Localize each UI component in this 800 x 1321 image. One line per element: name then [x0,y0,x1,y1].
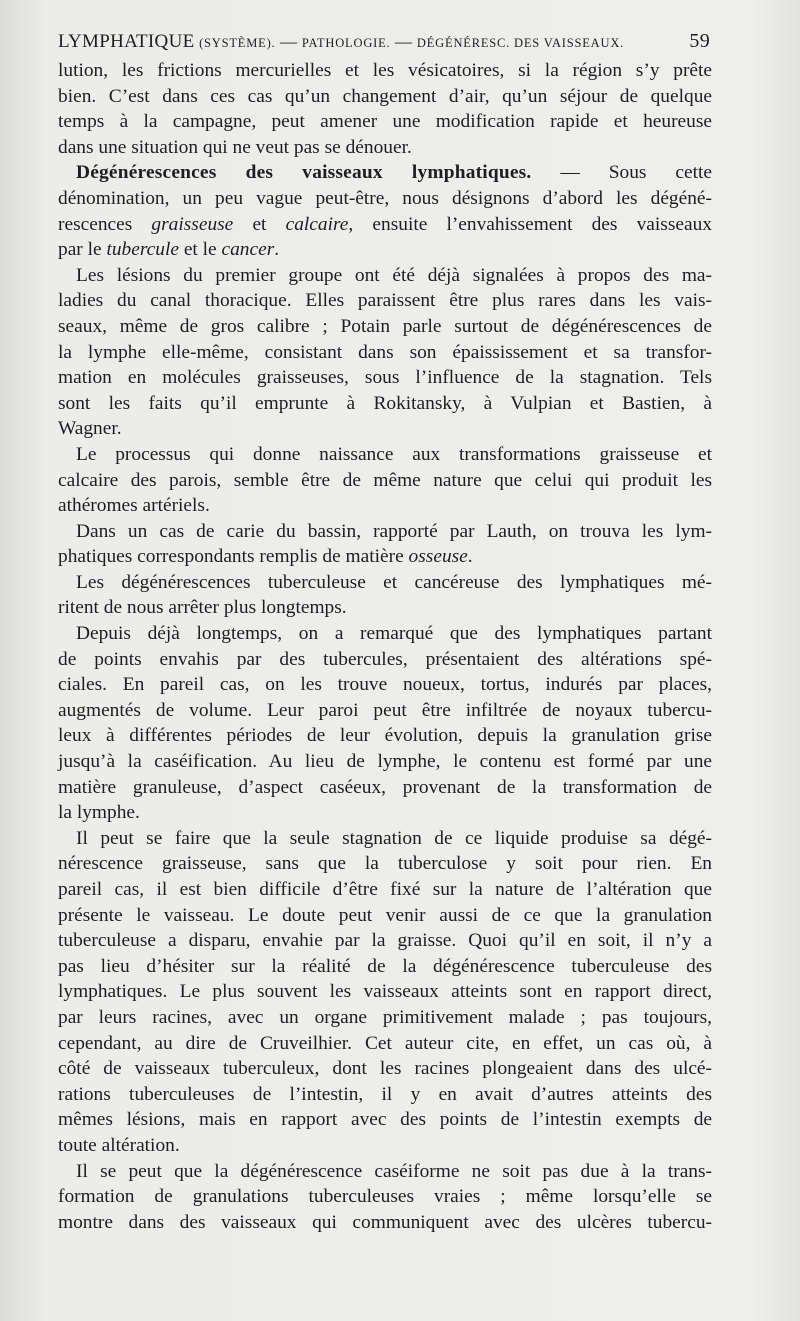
section-heading: Dégénérescences des vaisseaux lymphatiques. [76,162,532,184]
text-line: ladies du canal thoracique. Elles paraissent être plus rares dans les vais- [58,290,712,312]
text-run: par le [58,239,107,261]
text-line: athéromes artériels. [58,495,210,517]
text-run: phatiques correspondants remplis de matière [58,546,409,568]
text-line: seaux, même de gros calibre ; Potain parle surtout de dégénérescences de [58,315,712,337]
text-line: dénomination, un peu vague peut-être, nous désignons d’abord les dégéné- [58,187,712,209]
text-line: côté de vaisseaux tuberculeux, dont les racines plongeaient dans des ulcé- [58,1058,712,1080]
text-run: . [274,239,280,261]
text-line: ritent de nous arrêter plus longtemps. [58,597,347,619]
italic-term: calcaire [285,213,349,235]
text-line: pas lieu d’hésiter sur la réalité de la dégénérescence tuberculeuse des [58,955,712,977]
text-run: , ensuite l’envahissement des vaisseaux [348,213,712,235]
text-run: et le [178,239,222,261]
italic-term: cancer [221,239,275,261]
italic-term: osseuse [408,546,468,568]
text-line: bien. C’est dans ces cas qu’un changement d’air, qu’un séjour de quelque [58,85,712,107]
text-line [58,237,712,263]
text-line: rations tuberculeuses de l’intestin, il y en avait d’autres atteints des [58,1083,712,1105]
running-header [58,30,710,53]
text-line: Il peut se faire que la seule stagnation de ce liquide produise sa dégé- [76,827,712,849]
text-line: lution, les frictions mercurielles et les vésicatoires, si la région s’y prête [58,60,712,81]
header-degeneresc: DÉGÉNÉRESC. DES VAISSEAUX. [416,36,625,50]
header-section: LYMPHATIQUE [58,31,195,52]
text-line: tuberculeuse a disparu, envahie par la graisse. Quoi qu’il en soit, il n’y a [58,930,712,952]
text-line: pareil cas, il est bien difficile d’être fixé sur la nature de l’altération que [58,879,712,900]
text-line: montre dans des vaisseaux qui communiquent avec des ulcères tubercu- [58,1211,712,1233]
page-number: 59 [689,30,710,52]
text-line: Les lésions du premier groupe ont été déjà signalées à propos des ma- [76,264,712,286]
text-line: temps à la campagne, peut amener une modification rapide et heureuse [58,111,712,133]
text-line: dans une situation qui ne veut pas se dénouer. [58,136,412,158]
text-line: Dans un cas de carie du bassin, rapporté par Lauth, on trouva les lym- [76,520,712,542]
text-line: calcaire des parois, semble être de même nature que celui qui produit les [58,469,712,491]
text-run: — Sous cette [531,162,712,184]
text-run: . [467,546,473,568]
text-line: jusqu’à la caséification. Au lieu de lymphe, le contenu est formé par une [58,751,712,773]
text-line: Depuis déjà longtemps, on a remarqué que des lymphatiques partant [76,623,712,645]
text-line: Les dégénérescences tuberculeuse et cancéreuse des lymphatiques mé- [76,571,712,593]
text-line: de points envahis par des tubercules, présentaient des altérations spé- [58,648,712,670]
text-line: lymphatiques. Le plus souvent les vaisseaux atteints sont en rapport direct, [58,981,712,1003]
header-dash: — [395,32,413,51]
text-line: leux à différentes périodes de leur évolution, depuis la granulation grise [58,725,712,747]
body-text [58,58,712,1235]
header-title [58,31,624,53]
text-line: mêmes lésions, mais en rapport avec des points de l’intestin exempts de [58,1109,712,1131]
text-line: nérescence graisseuse, sans que la tuberculose y soit pour rien. En [58,853,712,875]
italic-term: tubercule [106,239,179,261]
header-system: (SYSTÈME). [199,36,276,50]
text-line [58,544,712,570]
text-run: rescences [58,213,152,235]
text-line: Le processus qui donne naissance aux transformations graisseuse et [76,443,712,465]
text-line: présente le vaisseau. Le doute peut venir aussi de ce que la granulation [58,904,712,926]
text-line: Il se peut que la dégénérescence caséiforme ne soit pas due à la trans- [76,1160,712,1182]
text-line: ciales. En pareil cas, on les trouve noueux, tortus, indurés par places, [58,674,712,696]
text-line [58,212,712,238]
text-line: matière granuleuse, d’aspect caséeux, provenant de la transformation de [58,776,712,798]
text-run: et [233,213,286,235]
text-line: formation de granulations tuberculeuses vraies ; même lorsqu’elle se [58,1186,712,1208]
text-line: toute altération. [58,1134,180,1156]
text-line: cependant, au dire de Cruveilhier. Cet auteur cite, en effet, un cas où, à [58,1032,712,1054]
text-line: Wagner. [58,418,122,440]
header-dash: — [280,32,298,51]
text-line: la lymphe elle-même, consistant dans son épaississement et sa transfor- [58,341,712,363]
text-line: sont les faits qu’il emprunte à Rokitansky, à Vulpian et Bastien, à [58,392,712,414]
text-line: par leurs racines, avec un organe primitivement malade ; pas toujours, [58,1006,712,1028]
text-line: la lymphe. [58,802,140,824]
text-line: mation en molécules graisseuses, sous l’influence de la stagnation. Tels [58,367,712,389]
text-line [58,160,712,186]
italic-term: graisseuse [151,213,234,235]
text-line: augmentés de volume. Leur paroi peut être infiltrée de noyaux tubercu- [58,699,712,721]
header-pathologie: PATHOLOGIE. [301,36,391,50]
